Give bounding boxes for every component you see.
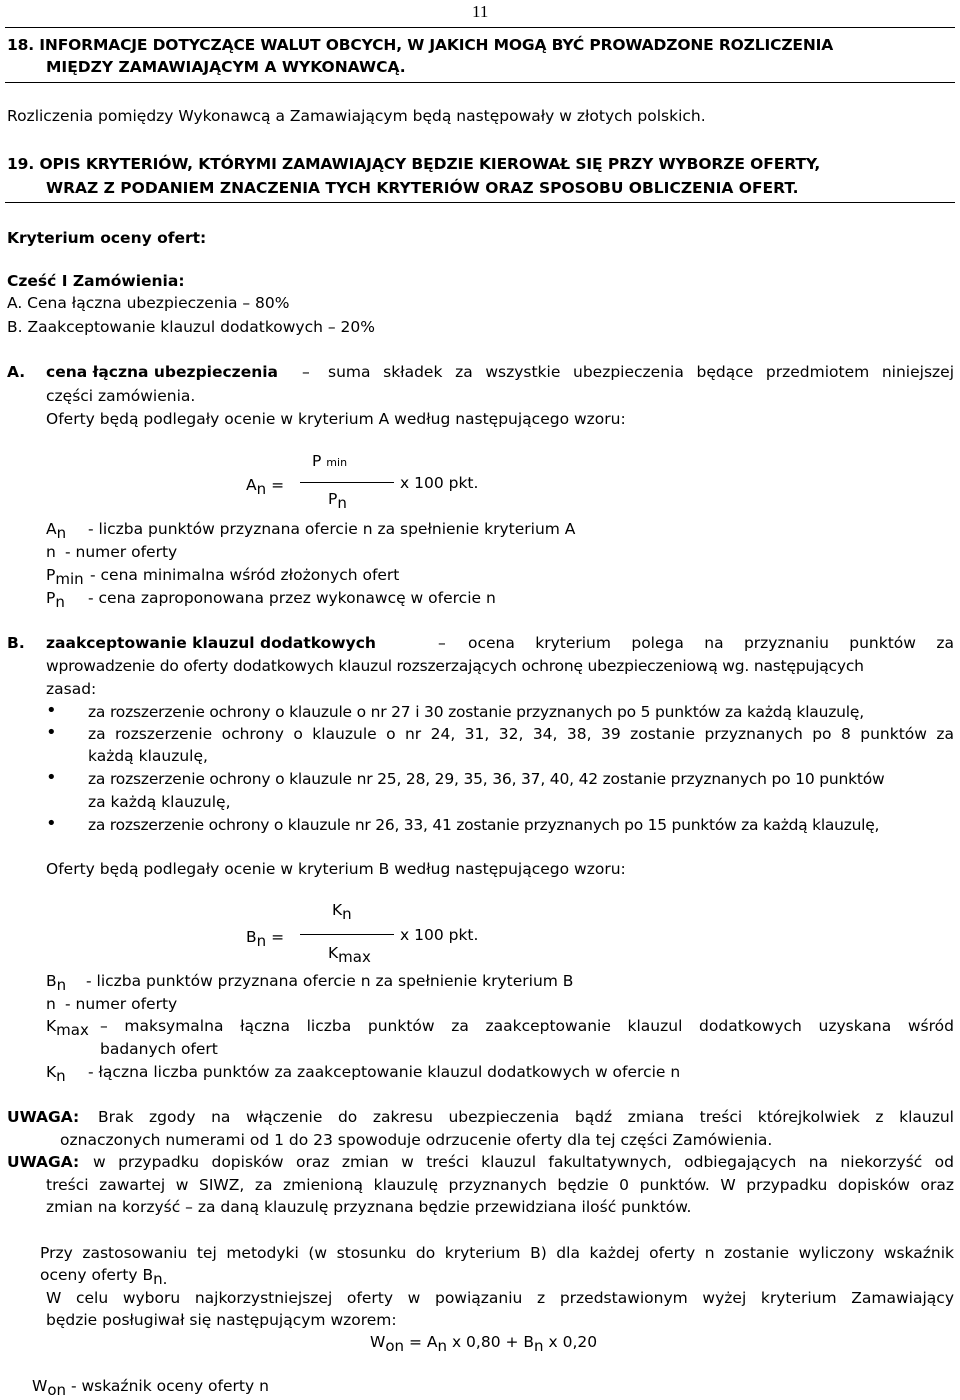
summary-p1-line1: Przy zastosowaniu tej metodyki (w stosunku do kryterium B) dla każdej oferty n zostanie wyliczony wskaźnik xyxy=(40,1244,954,1262)
section-b-dash: – xyxy=(438,634,446,652)
formula-b-lhs: $B_n$ = xyxy=(246,928,285,950)
section-b-intro: Oferty będą podlegały ocenie w kryterium B według następującego wzoru: xyxy=(46,860,626,878)
bullet-2-line1: za rozszerzenie ochrony o klauzule o nr 24, 31, 32, 34, 38, 39 zostanie przyznanych po 8 punktów za xyxy=(88,725,954,743)
bullet-dot: • xyxy=(46,722,57,743)
warning-1-line2: oznaczonych numerami od 1 do 23 spowoduje odrzucenie oferty dla tej części Zamówienia. xyxy=(60,1131,773,1149)
formula-a-multiplier: x 100 pkt. xyxy=(400,474,479,492)
top-rule xyxy=(5,27,955,28)
legend-b-text-kmax-line1: – maksymalna łączna liczba punktów za zaakceptowanie klauzul dodatkowych uzyskana wśród xyxy=(100,1017,954,1035)
section-18-heading-line1: 18. INFORMACJE DOTYCZĄCE WALUT OBCYCH, W JAKICH MOGĄ BYĆ PROWADZONE ROZLICZENIA xyxy=(7,36,834,54)
legend-b-text-kn: - łączna liczba punktów za zaakceptowanie klauzul dodatkowych w ofercie n xyxy=(88,1063,681,1081)
section-b-definition-line2: wprowadzenie do oferty dodatkowych klauzul rozszerzających ochronę ubezpieczeniową wg. następujących xyxy=(46,657,864,675)
final-formula: $W_{on} = A_n$ x $0,80 + B_n$ x 0,20 xyxy=(370,1333,598,1355)
legend-a-text-n: - numer oferty xyxy=(65,543,178,561)
summary-p2-line2: będzie posługiwał się następującym wzorem: xyxy=(46,1311,397,1329)
formula-b-multiplier: x 100 pkt. xyxy=(400,926,479,944)
section-18-heading-line2: MIĘDZY ZAMAWIAJĄCYM A WYKONAWCĄ. xyxy=(46,58,406,76)
formula-b-denominator: $K_{max}$ xyxy=(328,944,371,966)
section-18-rule xyxy=(5,82,955,83)
legend-b-sym-n: n xyxy=(46,995,56,1013)
warning-2-line1: w przypadku dopisków oraz zmian w treści klauzul fakultatywnych, odbiegających na niekorzyść od xyxy=(93,1153,954,1171)
warning-1-label: UWAGA: xyxy=(7,1108,80,1126)
formula-a-denominator: $P_n$ xyxy=(328,490,347,512)
page-number: 11 xyxy=(472,2,489,21)
legend-a-sym-an: $A_n$ xyxy=(46,520,67,542)
legend-a-text-pn: - cena zaproponowana przez wykonawcę w ofercie n xyxy=(88,589,496,607)
bullet-dot: • xyxy=(46,767,57,788)
criterion-a: A. Cena łączna ubezpieczenia – 80% xyxy=(7,294,290,312)
part-label: Cześć I Zamówienia: xyxy=(7,272,185,290)
legend-b-sym-kn: $K_n$ xyxy=(46,1063,66,1085)
section-b-letter: B. xyxy=(7,634,25,652)
legend-a-text-pmin: - cena minimalna wśród złożonych ofert xyxy=(90,566,400,584)
section-a-definition-line1: suma składek za wszystkie ubezpieczenia będące przedmiotem niniejszej xyxy=(328,363,954,381)
section-19-heading-line1: 19. OPIS KRYTERIÓW, KTÓRYMI ZAMAWIAJĄCY BĘDZIE KIEROWAŁ SIĘ PRZY WYBORZE OFERTY, xyxy=(7,155,821,173)
bullet-2-line2: każdą klauzulę, xyxy=(88,747,208,765)
legend-b-sym-kmax: $K_{max}$ xyxy=(46,1017,89,1039)
section-19-rule xyxy=(5,202,955,203)
formula-b-numerator: $K_n$ xyxy=(332,901,352,923)
criterion-b: B. Zaakceptowanie klauzul dodatkowych – 20% xyxy=(7,318,375,336)
formula-a-fraction-bar xyxy=(300,482,394,483)
section-18-text: Rozliczenia pomiędzy Wykonawcą a Zamawiającym będą następowały w złotych polskich. xyxy=(7,107,706,125)
section-a-term: cena łączna ubezpieczenia xyxy=(46,363,279,381)
bullet-dot: • xyxy=(46,700,57,721)
warning-2-line2: treści zawartej w SIWZ, za zmienioną klauzulę przyznanych będzie 0 punktów. W przypadku dopisków oraz xyxy=(46,1176,954,1194)
formula-b-fraction-bar xyxy=(300,934,394,935)
legend-b-sym-bn: $B_n$ xyxy=(46,972,67,994)
legend-a-sym-pmin: $P_{min}$ xyxy=(46,566,84,588)
section-b-definition-line1: ocena kryterium polega na przyznaniu punktów za xyxy=(468,634,954,652)
section-a-intro: Oferty będą podlegały ocenie w kryterium A według następującego wzoru: xyxy=(46,410,626,428)
criteria-label: Kryterium oceny ofert: xyxy=(7,229,207,247)
final-legend: $W_{on}$ - wskaźnik oceny oferty n xyxy=(32,1377,269,1399)
section-b-term: zaakceptowanie klauzul dodatkowych xyxy=(46,634,376,652)
legend-b-text-bn: - liczba punktów przyznana ofercie n za spełnienie kryterium B xyxy=(86,972,574,990)
summary-p2-line1: W celu wyboru najkorzystniejszej oferty w powiązaniu z przedstawionym wyżej kryterium Zamawiający xyxy=(46,1289,954,1307)
section-a-definition-line2: części zamówienia. xyxy=(46,387,196,405)
bullet-4-line1: za rozszerzenie ochrony o klauzule nr 26, 33, 41 zostanie przyznanych po 15 punktów za każdą klauzulę, xyxy=(88,816,880,834)
bullet-dot: • xyxy=(46,813,57,834)
legend-b-text-kmax-line2: badanych ofert xyxy=(100,1040,218,1058)
section-a-letter: A. xyxy=(7,363,26,381)
section-19-heading-line2: WRAZ Z PODANIEM ZNACZENIA TYCH KRYTERIÓW ORAZ SPOSOBU OBLICZENIA OFERT. xyxy=(46,179,799,197)
section-b-definition-line3: zasad: xyxy=(46,680,97,698)
formula-a-lhs: $A_n$ = xyxy=(246,476,285,498)
bullet-3-line2: za każdą klauzulę, xyxy=(88,793,231,811)
legend-a-text-an: - liczba punktów przyznana ofercie n za spełnienie kryterium A xyxy=(88,520,576,538)
warning-1-line1: Brak zgody na włączenie do zakresu ubezpieczenia bądź zmiana treści którejkolwiek z klauzul xyxy=(98,1108,954,1126)
bullet-3-line1: za rozszerzenie ochrony o klauzule nr 25, 28, 29, 35, 36, 37, 40, 42 zostanie przyznanych po 10 punktów xyxy=(88,770,885,788)
legend-b-text-n: - numer oferty xyxy=(65,995,178,1013)
summary-p1-line2: oceny oferty $B_{n.}$ xyxy=(40,1266,168,1288)
legend-a-sym-n: n xyxy=(46,543,56,561)
legend-a-sym-pn: $P_n$ xyxy=(46,589,65,611)
bullet-1-line1: za rozszerzenie ochrony o klauzule o nr 27 i 30 zostanie przyznanych po 5 punktów za każdą klauzulę, xyxy=(88,703,864,721)
warning-2-label: UWAGA: xyxy=(7,1153,80,1171)
warning-2-line3: zmian na korzyść – za daną klauzulę przyznana będzie przewidziana ilość punktów. xyxy=(46,1198,692,1216)
section-a-dash: – xyxy=(302,363,310,381)
formula-a-numerator: P min xyxy=(312,452,348,470)
